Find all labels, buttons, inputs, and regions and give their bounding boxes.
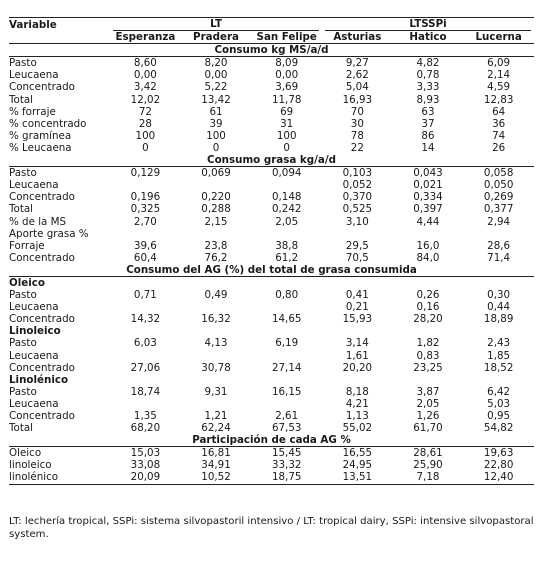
- table-cell: 61,2: [275, 251, 299, 264]
- table-row: [9, 142, 534, 154]
- table-cell: 18,74: [130, 385, 161, 398]
- table-cell: 2,43: [487, 337, 511, 350]
- table-cell: 18,52: [483, 361, 514, 374]
- table-cell: 3,69: [275, 81, 299, 94]
- table-cell: 62,24: [201, 422, 231, 435]
- table-cell: 18,89: [483, 313, 514, 326]
- row-label: Oleico: [9, 447, 42, 460]
- table-cell: 8,09: [275, 57, 299, 70]
- table-cell: 100: [276, 129, 297, 142]
- table-cell: [181, 398, 252, 410]
- table-cell: 0,00: [133, 69, 157, 82]
- table-cell: 0,397: [413, 203, 443, 216]
- table-cell: 1,21: [204, 410, 228, 422]
- table-row: [9, 57, 534, 70]
- table-cell: 60,4: [133, 251, 157, 264]
- table-row: [9, 240, 534, 252]
- table-cell: [251, 301, 322, 313]
- table-row: [9, 301, 534, 313]
- table-cell: [181, 228, 252, 240]
- table-cell: 25,90: [413, 459, 443, 472]
- table-cell: 0,78: [416, 69, 440, 82]
- table-cell: 4,13: [204, 337, 228, 350]
- table-cell: 0,83: [416, 349, 440, 362]
- table-cell: 16,55: [342, 447, 373, 460]
- farm-header: Asturias: [322, 31, 393, 44]
- table-cell: 71,4: [487, 251, 511, 264]
- table-cell: 0,050: [483, 179, 514, 192]
- table-cell: 12,02: [130, 93, 161, 106]
- table-cell: 36: [492, 117, 506, 130]
- table-cell: 22,80: [483, 459, 514, 472]
- table-cell: 6,03: [133, 337, 157, 350]
- table-cell: [251, 179, 322, 191]
- table-cell: [110, 398, 181, 410]
- table-cell: 64: [492, 105, 506, 118]
- table-cell: 3,10: [345, 215, 369, 228]
- row-label: Leucaena: [9, 301, 59, 314]
- table-cell: 9,31: [204, 385, 228, 398]
- table-cell: 1,13: [345, 410, 369, 422]
- row-label: linolénico: [9, 471, 110, 484]
- row-label: Total: [9, 203, 34, 216]
- table-row: [9, 216, 534, 228]
- table-cell: [322, 228, 393, 240]
- table-cell: 26: [492, 141, 506, 154]
- table-cell: 15,03: [130, 447, 161, 460]
- subgroup-row: [9, 325, 534, 337]
- farm-header-row: [9, 31, 534, 44]
- table-cell: 0,30: [487, 289, 511, 302]
- table-cell: 68,20: [130, 422, 161, 435]
- table-cell: 30: [350, 117, 364, 130]
- table-cell: 12,40: [463, 471, 534, 484]
- table-cell: 2,62: [345, 69, 369, 82]
- row-label: Leucaena: [9, 349, 59, 362]
- table-cell: [251, 398, 322, 410]
- row-label: Concentrado: [9, 81, 75, 94]
- table-row: [9, 362, 534, 374]
- table-cell: 20,09: [110, 471, 181, 484]
- table-cell: 1,26: [416, 410, 440, 422]
- table-row: [9, 447, 534, 460]
- table-cell: [393, 228, 464, 240]
- section-title-row: [9, 44, 534, 57]
- table-cell: 0,103: [342, 167, 373, 180]
- table-cell: 16,0: [416, 239, 440, 252]
- group-ltsspi-header: [322, 18, 534, 32]
- table-cell: 5,22: [204, 81, 228, 94]
- table-cell: 37: [421, 117, 435, 130]
- table-cell: 0: [142, 141, 149, 154]
- row-label: Total: [9, 422, 34, 435]
- row-label: % Leucaena: [9, 141, 72, 154]
- table-cell: [181, 350, 252, 362]
- table-cell: 2,94: [487, 215, 511, 228]
- table-row: [9, 130, 534, 142]
- table-cell: 16,32: [201, 313, 231, 326]
- table-cell: 3,42: [133, 81, 157, 94]
- table-cell: 33,08: [130, 459, 161, 472]
- table-row: [9, 337, 534, 349]
- subgroup-title: Oleico: [9, 276, 45, 289]
- table-cell: 63: [421, 105, 435, 118]
- row-label: Concentrado: [9, 361, 75, 374]
- table-cell: 0,370: [342, 191, 373, 204]
- table-cell: 3,33: [416, 81, 440, 94]
- row-label: Pasto: [9, 167, 37, 180]
- table-cell: 28,61: [413, 447, 443, 460]
- table-cell: 8,20: [204, 57, 228, 70]
- table-row: [9, 81, 534, 93]
- table-cell: 13,42: [201, 93, 231, 106]
- table-cell: 8,93: [416, 93, 440, 106]
- table-cell: 100: [135, 129, 156, 142]
- table-cell: 14: [421, 141, 435, 154]
- table-cell: 6,19: [275, 337, 299, 350]
- section-title: Consumo grasa kg/a/d: [9, 154, 534, 167]
- table-cell: 0,26: [416, 289, 440, 302]
- table-cell: 76,2: [204, 251, 228, 264]
- table-cell: [110, 179, 181, 191]
- table-row: [9, 94, 534, 106]
- table-cell: 3,87: [416, 385, 440, 398]
- table-cell: [251, 228, 322, 240]
- table-cell: 15,45: [271, 447, 302, 460]
- table-cell: 0,00: [204, 69, 228, 82]
- row-label: Pasto: [9, 337, 37, 350]
- table-cell: 2,15: [204, 215, 228, 228]
- table-cell: 38,8: [275, 239, 299, 252]
- table-cell: 28,20: [413, 313, 443, 326]
- table-cell: 1,35: [133, 410, 157, 422]
- section-title: Consumo kg MS/a/d: [9, 44, 534, 57]
- variable-header: Variable: [9, 18, 110, 32]
- table-cell: 0,220: [201, 191, 231, 204]
- table-row: [9, 191, 534, 203]
- table-cell: 54,82: [483, 422, 514, 435]
- table-cell: 0: [212, 141, 220, 154]
- table-row: [9, 422, 534, 434]
- table-cell: 22: [350, 141, 364, 154]
- table-cell: 31: [280, 117, 294, 130]
- table-cell: 0: [283, 141, 290, 154]
- table-cell: 0,325: [130, 203, 161, 216]
- table-row: [9, 398, 534, 410]
- table-cell: 2,70: [133, 215, 157, 228]
- table-cell: 100: [206, 129, 226, 142]
- table-cell: 19,63: [483, 447, 514, 460]
- table-row: [9, 386, 534, 398]
- row-label: % gramínea: [9, 129, 72, 142]
- table-row: [9, 203, 534, 215]
- table-cell: 11,78: [271, 93, 302, 106]
- table-cell: 74: [492, 129, 506, 142]
- table-cell: 0,80: [275, 289, 299, 302]
- row-label: Concentrado: [9, 410, 75, 422]
- table-cell: [251, 350, 322, 362]
- table-cell: 4,59: [487, 81, 511, 94]
- section-title-row: [9, 434, 534, 447]
- table-cell: 0,71: [133, 289, 157, 302]
- row-label: % concentrado: [9, 117, 87, 130]
- table-row: [9, 252, 534, 264]
- section-title: Consumo del AG (%) del total de grasa consumida: [9, 264, 534, 277]
- table-cell: 55,02: [342, 422, 373, 435]
- table-cell: 16,15: [271, 385, 302, 398]
- table-cell: [110, 301, 181, 313]
- table-cell: 23,8: [204, 239, 228, 252]
- footnote: LT: lechería tropical, SSPi: sistema silvopastoril intensivo / LT: tropical dairy, SSPi: intensive silvopastoral system.: [9, 516, 534, 540]
- table-row: [9, 459, 534, 471]
- table-cell: 0,148: [271, 191, 302, 204]
- table-cell: 28,6: [487, 239, 511, 252]
- table-cell: [110, 228, 181, 240]
- table-cell: 5,04: [345, 81, 369, 94]
- table-cell: 4,21: [345, 397, 369, 410]
- table-cell: 0,021: [413, 179, 443, 192]
- table-row: [9, 313, 534, 325]
- row-label: Leucaena: [9, 179, 59, 192]
- table-cell: 0,525: [342, 203, 373, 216]
- table-cell: 61: [209, 105, 223, 118]
- table-cell: 2,05: [416, 397, 440, 410]
- table-row: [9, 179, 534, 191]
- table-row: [9, 106, 534, 118]
- table-cell: 78: [350, 129, 364, 142]
- group-ltsspi-label: LTSSPi: [325, 18, 531, 31]
- table-cell: 0,377: [483, 203, 514, 216]
- farm-header: Esperanza: [110, 31, 181, 44]
- table-cell: 2,61: [275, 410, 299, 422]
- table-cell: 0,44: [487, 301, 511, 314]
- table-row: [9, 167, 534, 180]
- table-cell: 39: [209, 117, 223, 130]
- table-row: [9, 228, 534, 240]
- row-label: Concentrado: [9, 251, 75, 264]
- table-row: [9, 289, 534, 301]
- table-cell: 0,242: [271, 203, 302, 216]
- table-cell: 72: [138, 105, 152, 118]
- table-row: [9, 350, 534, 362]
- table-container: [9, 17, 534, 485]
- table-cell: 0,41: [345, 289, 369, 302]
- farm-header: Hatico: [393, 31, 464, 44]
- table-cell: 28: [138, 117, 152, 130]
- table-row: [9, 410, 534, 422]
- group-lt-label: LT: [113, 18, 319, 31]
- table-cell: 34,91: [201, 459, 231, 472]
- row-label: % forraje: [9, 105, 56, 118]
- row-label: Concentrado: [9, 313, 75, 326]
- table-cell: 8,60: [133, 57, 157, 70]
- subgroup-title: Linolénico: [9, 373, 69, 386]
- table-cell: 0,95: [487, 410, 511, 422]
- table-cell: 0,49: [204, 289, 228, 302]
- row-label: Forraje: [9, 239, 45, 252]
- row-label: Leucaena: [9, 397, 59, 410]
- table-row: [9, 471, 534, 484]
- row-label: Concentrado: [9, 191, 75, 204]
- table-cell: 1,61: [345, 349, 369, 362]
- row-label: Pasto: [9, 289, 37, 302]
- table-cell: 0,196: [130, 191, 161, 204]
- table-cell: 2,14: [487, 69, 511, 82]
- farm-header: San Felipe: [251, 31, 322, 44]
- table-cell: 70,5: [345, 251, 369, 264]
- data-table: [9, 17, 534, 485]
- group-lt-header: [110, 18, 322, 32]
- table-cell: 27,06: [130, 361, 161, 374]
- table-cell: 0,058: [483, 167, 514, 180]
- row-label: Total: [9, 93, 34, 106]
- table-cell: 4,44: [416, 215, 440, 228]
- group-header-row: [9, 18, 534, 32]
- table-cell: 67,53: [271, 422, 302, 435]
- table-cell: 70: [350, 105, 364, 118]
- subgroup-row: [9, 374, 534, 386]
- farm-header: Pradera: [181, 31, 252, 44]
- table-cell: 24,95: [342, 459, 373, 472]
- table-cell: 29,5: [345, 239, 369, 252]
- table-cell: 0,334: [413, 191, 443, 204]
- table-cell: 86: [421, 129, 435, 142]
- table-cell: 5,03: [487, 397, 511, 410]
- table-cell: 1,82: [416, 337, 440, 350]
- table-cell: 0,069: [201, 167, 231, 180]
- table-cell: 7,18: [393, 471, 464, 484]
- section-title-row: [9, 154, 534, 167]
- table-cell: 20,20: [342, 361, 373, 374]
- table-cell: 0,269: [483, 191, 514, 204]
- table-cell: 69: [280, 105, 294, 118]
- table-cell: [110, 350, 181, 362]
- table-cell: 0,21: [345, 301, 369, 314]
- table-cell: 16,81: [201, 447, 231, 460]
- table-cell: 9,27: [345, 57, 369, 70]
- farm-header: Lucerna: [463, 31, 534, 44]
- table-cell: 16,93: [342, 93, 373, 106]
- table-cell: 8,18: [345, 385, 369, 398]
- table-cell: [463, 228, 534, 240]
- table-row: [9, 69, 534, 81]
- subgroup-row: [9, 276, 534, 289]
- table-cell: 4,82: [416, 57, 440, 70]
- table-cell: 0,094: [271, 167, 302, 180]
- table-cell: 3,14: [345, 337, 369, 350]
- table-cell: 0,129: [130, 167, 161, 180]
- row-label: % de la MS: [9, 215, 67, 228]
- table-cell: 61,70: [413, 422, 443, 435]
- table-cell: 33,32: [271, 459, 302, 472]
- row-label: Aporte grasa %: [9, 227, 89, 240]
- table-cell: 0,288: [201, 203, 231, 216]
- table-cell: 0,043: [413, 167, 443, 180]
- table-cell: 6,42: [487, 385, 511, 398]
- section-title-row: [9, 264, 534, 277]
- table-cell: [181, 301, 252, 313]
- section-title: Participación de cada AG %: [9, 434, 534, 447]
- table-cell: 1,85: [487, 349, 511, 362]
- table-cell: 14,65: [271, 313, 302, 326]
- table-cell: 13,51: [322, 471, 393, 484]
- table-cell: 6,09: [487, 57, 511, 70]
- row-label: Pasto: [9, 57, 37, 70]
- table-cell: 0,00: [275, 69, 299, 82]
- table-cell: 14,32: [130, 313, 161, 326]
- table-cell: 30,78: [201, 361, 231, 374]
- table-cell: 15,93: [342, 313, 373, 326]
- row-label: linoleico: [9, 459, 52, 472]
- table-cell: 10,52: [181, 471, 252, 484]
- table-cell: 2,05: [275, 215, 299, 228]
- row-label: Leucaena: [9, 69, 59, 82]
- table-cell: 0,052: [342, 179, 373, 192]
- table-cell: 0,16: [416, 301, 440, 314]
- table-cell: 84,0: [416, 251, 440, 264]
- table-cell: 18,75: [251, 471, 322, 484]
- table-cell: 27,14: [271, 361, 302, 374]
- subgroup-title: Linoleico: [9, 325, 61, 338]
- row-label: Pasto: [9, 385, 37, 398]
- table-cell: 12,83: [483, 93, 514, 106]
- table-cell: [181, 179, 252, 191]
- table-cell: 23,25: [413, 361, 443, 374]
- table-row: [9, 118, 534, 130]
- table-cell: 39,6: [133, 239, 157, 252]
